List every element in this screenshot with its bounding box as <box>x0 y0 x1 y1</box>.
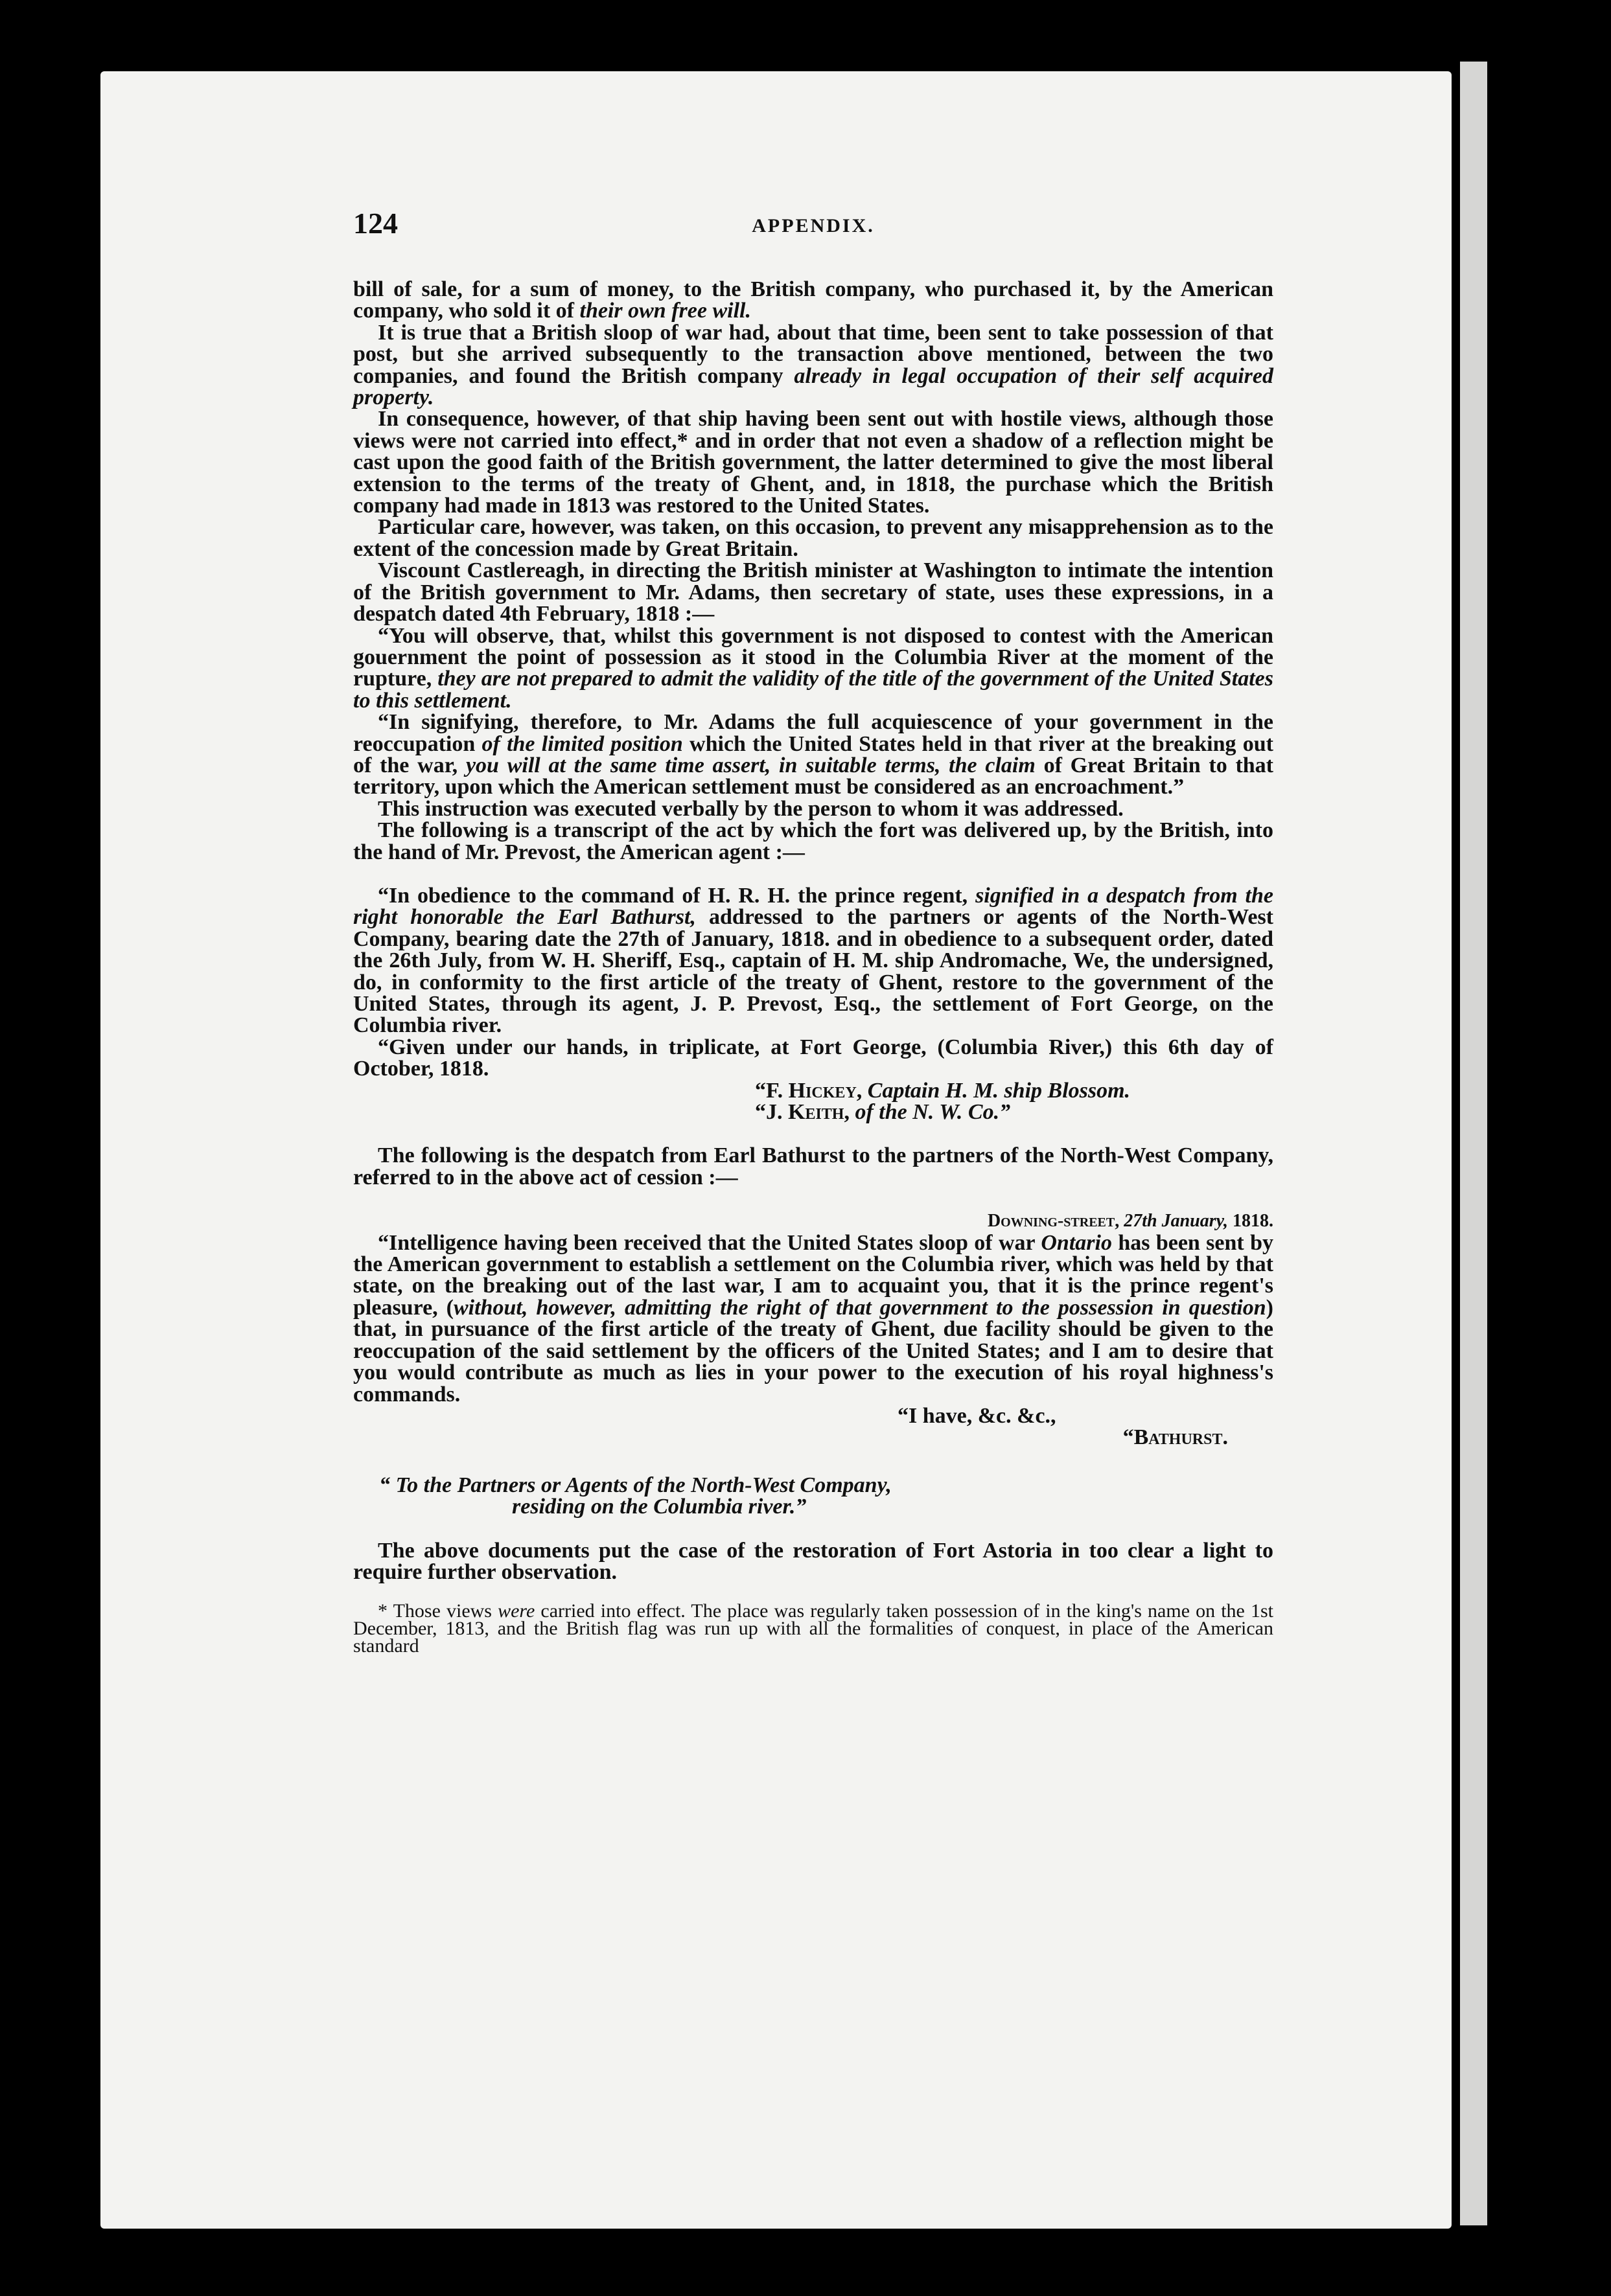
page-header <box>353 206 1273 245</box>
quote-paragraph: “In obedience to the command of H. R. H. the prince regent, signified in a despatch from the right honorable the Earl Bathurst, addressed to the partners or agents of the North-West Company, bearing date the 27th of January, 1818. and in obedience to a subsequent order, dated the 26th July, from W. H. Sheriff, Esq., captain of H. M. ship Andromache, We, the undersigned, do, in conformity to the first article of the treaty of Ghent, restore to the government of the United States, through its agent, J. P. Prevost, Esq., the settlement of Fort George, on the Columbia river. <box>353 883 1274 1038</box>
address-line: “ To the Partners or Agents of the North-West Company, <box>379 1473 892 1497</box>
signature-line: “F. Hickey, Captain H. M. ship Blossom. <box>755 1078 1131 1103</box>
paragraph: bill of sale, for a sum of money, to the British company, who purchased it, by the American company, who sold it of their own free will. <box>353 277 1273 323</box>
closing-signature: “Bathurst. <box>1122 1425 1228 1450</box>
paragraph: This instruction was executed verbally by the person to whom it was addressed. <box>378 796 1124 821</box>
paragraph: The following is a transcript of the act by which the fort was delivered up, by the British, into the hand of Mr. Prevost, the American agent :— <box>353 818 1273 864</box>
quote-paragraph: “You will observe, that, whilst this government is not disposed to contest with the American gouernment the point of possession as it stood in the Columbia River at the moment of the rupture, they are not prepared to admit the validity of the title of the government of the United States to this settlement. <box>353 623 1273 713</box>
paragraph: The above documents put the case of the restoration of Fort Astoria in too clear a light to require further observation. <box>353 1538 1273 1584</box>
paragraph: The following is the despatch from Earl Bathurst to the partners of the North-West Company, referred to in the above act of cession :— <box>353 1143 1273 1189</box>
scan-border <box>1490 62 1555 2225</box>
paragraph: Viscount Castlereagh, in directing the British minister at Washington to intimate the intention of the British government to Mr. Adams, then secretary of state, uses these expressions, in a despatch dated 4th February, 1818 :— <box>353 558 1273 626</box>
paragraph: It is true that a British sloop of war had, about that time, been sent to take possession of that post, but she arrived subsequently to the transaction above mentioned, between the two companies, and found the British company already in legal occupation of their self acquired property. <box>353 320 1274 410</box>
address-line: residing on the Columbia river.” <box>512 1495 807 1519</box>
body-text <box>353 279 1273 1655</box>
facing-page-edge <box>1457 62 1487 2225</box>
quote-paragraph: “Intelligence having been received that the United States sloop of war Ontario has been sent by the American government to establish a settlement on the Columbia river, which was held by that state, on the breaking out of the last war, I am to acquaint you, that it is the prince regent's pleasure, (without, however, admitting the right of that government to the possession in question) that, in pursuance of the first article of the treaty of Ghent, due facility should be given to the reoccupation of the said settlement by the officers of the United States; and I am to desire that you would contribute as much as lies in your power to the execution of his royal highness's commands. <box>353 1230 1273 1406</box>
signature-line: “J. Keith, of the N. W. Co.” <box>755 1100 1011 1125</box>
paragraph: Particular care, however, was taken, on this occasion, to prevent any misapprehension as to the extent of the concession made by Great Britain. <box>353 515 1273 561</box>
running-head: APPENDIX. <box>752 215 875 236</box>
closing-line: “I have, &c. &c., <box>898 1403 1056 1428</box>
quote-paragraph: “In signifying, therefore, to Mr. Adams the full acquiescence of your government in the reoccupation of the limited position which the United States held in that river at the breaking out of the war, you will at the same time assert, in suitable terms, the claim of Great Britain to that territory, upon which the American settlement must be considered as an encroachment.” <box>353 710 1274 799</box>
page-number: 124 <box>353 207 398 240</box>
paragraph: In consequence, however, of that ship having been sent out with hostile views, although those views were not carried into effect,* and in order that not even a shadow of a reflection might be cast upon the good faith of the British government, the latter determined to give the most liberal extension to the terms of the treaty of Ghent, and, in 1818, the purchase which the British company had made in 1813 was restored to the United States. <box>353 407 1273 518</box>
quote-paragraph: “Given under our hands, in triplicate, at Fort George, (Columbia River,) this 6th day of October, 1818. <box>353 1035 1273 1081</box>
footnote: * Those views were carried into effect. The place was regularly taken possession of in the king's name on the 1st December, 1813, and the British flag was run up with all the formalities of conquest, in place of the American standard <box>353 1600 1273 1657</box>
dateline: Downing-street, 27th January, 1818. <box>987 1211 1273 1232</box>
